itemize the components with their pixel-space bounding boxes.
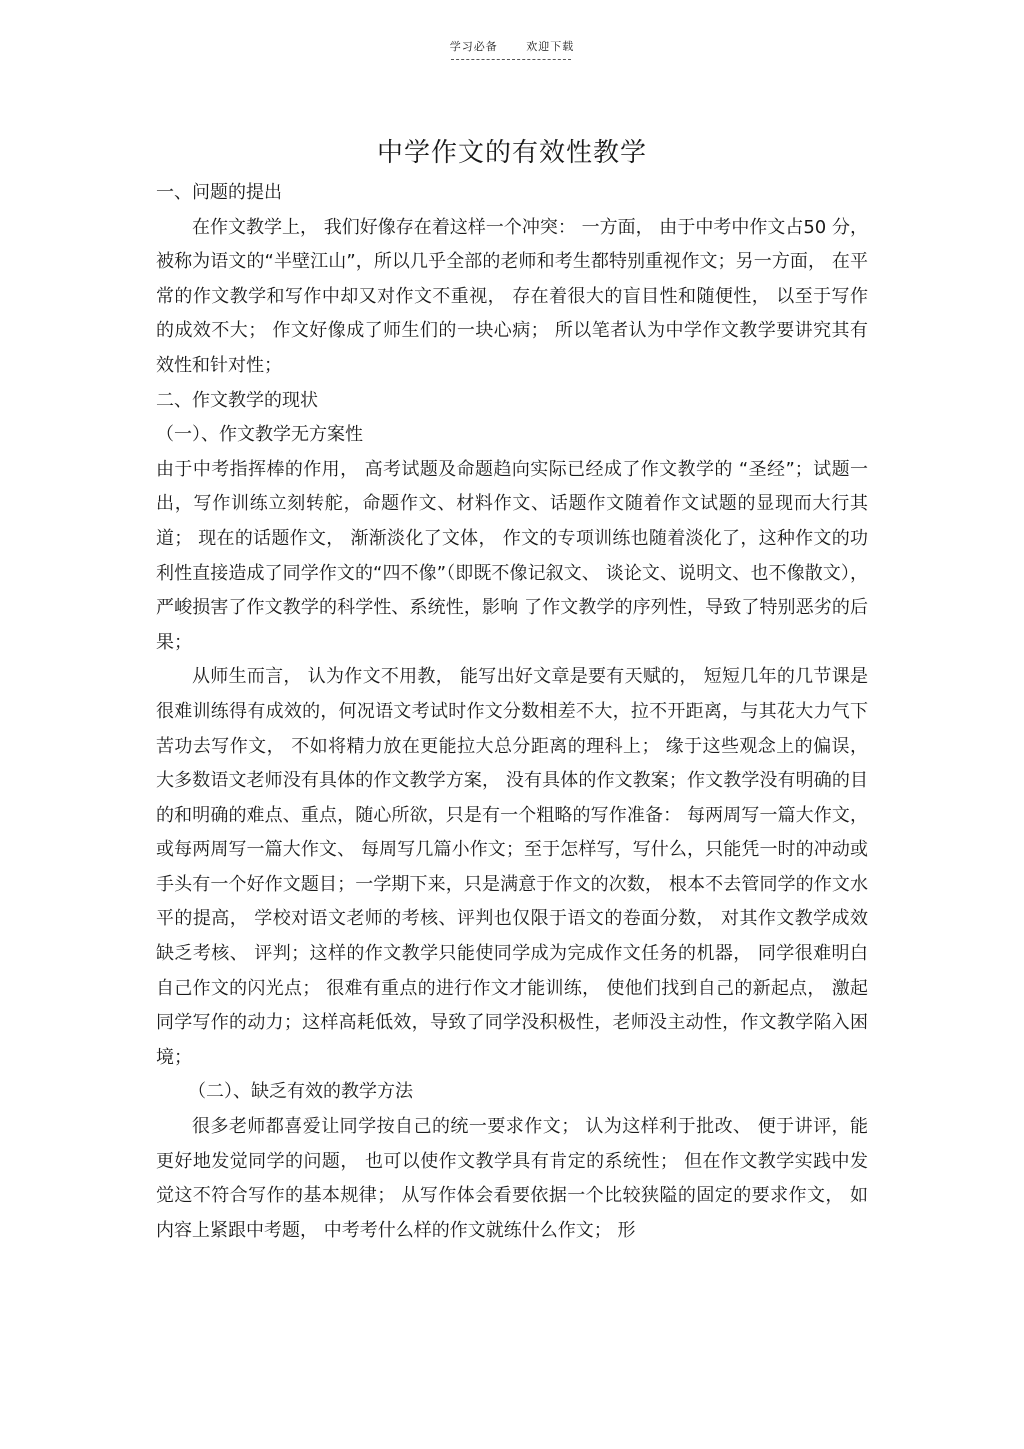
document-title: 中学作文的有效性教学: [376, 138, 647, 168]
paragraph-3: 从师生而言， 认为作文不用教， 能写出好文章是要有天赋的， 短短几年的几节课是很难训练得有成效的，何况语文考试时作文分数相差不大，拉不开距离，与其花大力气下苦功去写作文， 不如将精力放在更能拉大总分距离的理科上； 缘于这些观念上的偏误， 大多数语文老师没有具体的作文教学方案， 没有具体的作文教案；作文教学没有明确的目的和明确的难点、重点，随心所欲，只是有一个粗略的写作准备： 每两周写一篇大作文， 或每两周写一篇大作文、 每周写几篇小作文；至于怎样写，写什么，只能凭一时的冲动或手头有一个好作文题目；一学期下来，只是满意于作文的次数， 根本不去管同学的作文水平的提高， 学校对语文老师的考核、评判也仅限于语文的卷面分数， 对其作文教学成效缺乏考核、 评判；这样的作文教学只能使同学成为完成作文任务的机器， 同学很难明白自己作文的闪光点； 很难有重点的进行作文才能训练， 使他们找到自己的新起点， 激起同学写作的动力；这样高耗低效，导致了同学没积极性，老师没主动性，作文教学陷入困境；: [156, 666, 868, 1068]
header-divider: [451, 59, 571, 60]
subsection-heading-2: （二）、缺乏有效的教学方法: [188, 1081, 413, 1103]
paragraph-2: 由于中考指挥棒的作用， 高考试题及命题趋向实际已经成了作文教学的 “圣经”；试题一出，写作训练立刻转舵，命题作文、材料作文、话题作文随着作文试题的显现而大行其道； 现在的话题作文， 渐渐淡化了文体， 作文的专项训练也随着淡化了，这种作文的功利性直接造成了同学作文的“四不像”（即既不像记叙文、 谈论文、说明文、也不像散文），严峻损害了作文教学的科学性、系统性，影响 了作文教学的序列性，导致了特别恶劣的后果；: [156, 458, 868, 653]
header-left-text: 学习必备: [449, 40, 498, 53]
header-right-text: 欢迎下载: [526, 40, 575, 53]
subsection-heading-1: （一）、作文教学无方案性: [156, 424, 363, 446]
section-heading-1: 一、问题的提出: [156, 182, 282, 203]
section-heading-2: 二、作文教学的现状: [156, 389, 318, 411]
paragraph-1: 在作文教学上， 我们好像存在着这样一个冲突： 一方面， 由于中考中作文占50 分，被称为语文的“半壁江山”，所以几乎全部的老师和考生都特别重视作文；另一方面， 在平常的作文教学和写作中却又对作文不重视， 存在着很大的盲目性和随便性， 以至于写作的成效不大； 作文好像成了师生们的一块心病； 所以笔者认为中学作文教学要讲究其有效性和针对性；: [156, 216, 868, 376]
paragraph-4: 很多老师都喜爱让同学按自己的统一要求作文； 认为这样利于批改、 便于讲评，能更好地发觉同学的问题， 也可以使作文教学具有肯定的系统性； 但在作文教学实践中发觉这不符合写作的基本规律； 从写作体会看要依据一个比较狭隘的固定的要求作文， 如内容上紧跟中考题， 中考考什么样的作文就练什么作文； 形: [156, 1116, 868, 1241]
page-header: [0, 38, 1024, 54]
document-body: [156, 176, 868, 1248]
